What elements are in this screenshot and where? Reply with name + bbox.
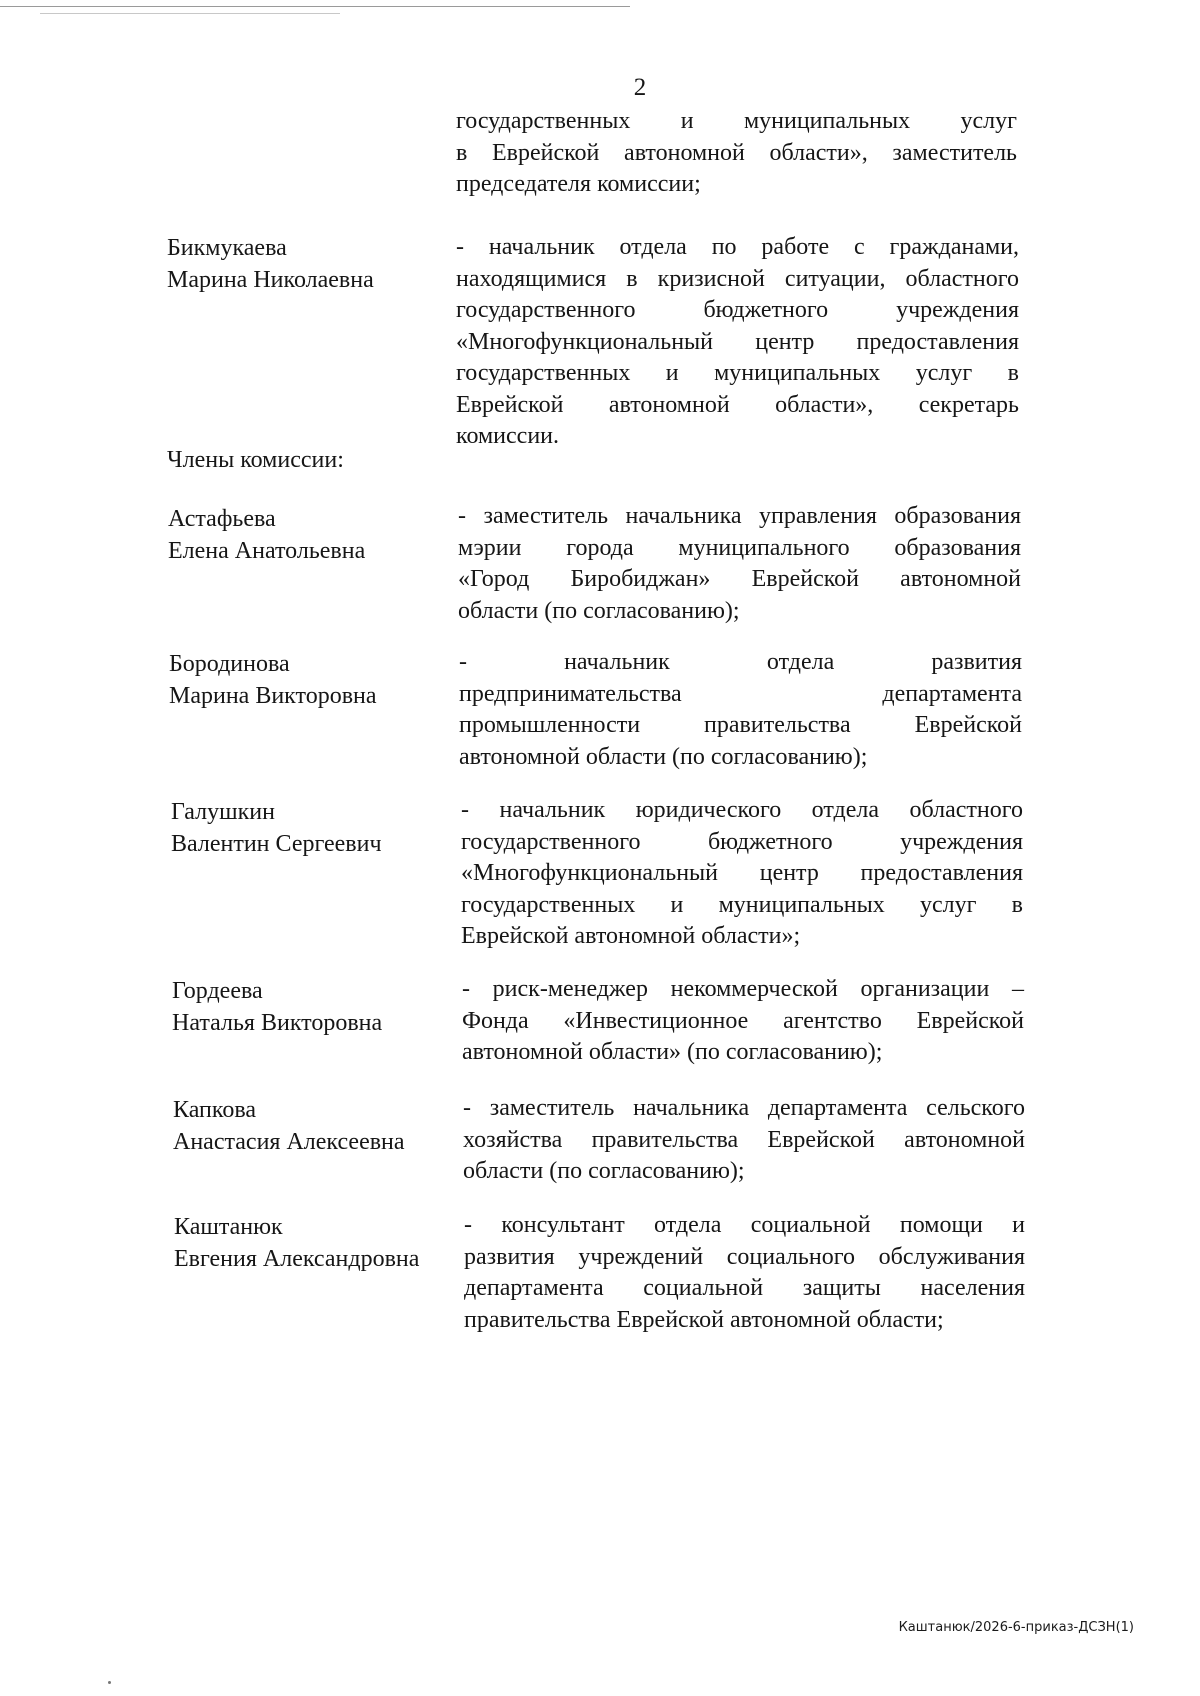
description-line: предпринимательства департамента <box>459 680 1022 707</box>
member-surname: Бородинова <box>169 651 290 677</box>
description-line: комиссии. <box>456 423 560 449</box>
member-given-names: Анастасия Алексеевна <box>173 1129 405 1155</box>
member-given-names: Елена Анатольевна <box>168 538 366 564</box>
secretary-description <box>456 232 1019 453</box>
member-name <box>172 975 382 1039</box>
description-line: хозяйства правительства Еврейской автономной <box>463 1126 1025 1153</box>
member-surname: Гордеева <box>172 978 263 1004</box>
description-line: мэрии города муниципального образования <box>458 534 1021 561</box>
description-line: - заместитель начальника департамента сельского <box>463 1095 1025 1121</box>
scan-edge-line <box>0 6 630 7</box>
member-name <box>173 1094 405 1158</box>
description-line: - начальник отдела развития <box>459 649 1022 675</box>
member-surname: Галушкин <box>171 799 275 825</box>
description-line: - начальник юридического отдела областного <box>461 797 1023 823</box>
member-given-names: Евгения Александровна <box>174 1246 420 1272</box>
member-given-names: Валентин Сергеевич <box>171 831 382 857</box>
member-given-names: Марина Николаевна <box>167 267 374 293</box>
member-description <box>461 795 1023 953</box>
description-line: государственного бюджетного учреждения <box>461 828 1023 855</box>
description-line: государственных и муниципальных услуг в <box>456 360 1019 386</box>
description-line: государственного бюджетного учреждения <box>456 297 1019 323</box>
member-surname: Капкова <box>173 1097 256 1123</box>
description-line: «Многофункциональный центр предоставления <box>456 328 1019 355</box>
description-line: в Еврейской автономной области», заместитель <box>456 139 1017 166</box>
description-line: - консультант отдела социальной помощи и <box>464 1212 1025 1238</box>
description-line: «Город Биробиджан» Еврейской автономной <box>458 566 1021 592</box>
member-name <box>171 796 382 860</box>
description-line: - начальник отдела по работе с гражданами, <box>456 234 1019 260</box>
description-line: промышленности правительства Еврейской <box>459 712 1022 738</box>
member-surname: Бикмукаева <box>167 235 287 261</box>
member-surname: Каштанюк <box>174 1214 283 1240</box>
member-description <box>464 1210 1025 1336</box>
page-number: 2 <box>633 74 647 101</box>
description-line: области (по согласованию); <box>463 1158 745 1184</box>
member-description <box>463 1093 1025 1188</box>
member-name <box>169 648 377 712</box>
description-line: департамента социальной защиты населения <box>464 1275 1025 1301</box>
member-description <box>459 647 1022 773</box>
member-surname: Астафьева <box>168 506 276 532</box>
description-line: - заместитель начальника управления образования <box>458 503 1021 529</box>
description-line: государственных и муниципальных услуг в <box>461 891 1023 918</box>
description-line: - риск-менеджер некоммерческой организации – <box>462 976 1024 1002</box>
member-given-names: Наталья Викторовна <box>172 1010 383 1036</box>
member-name <box>168 503 365 567</box>
member-description <box>458 501 1021 627</box>
description-line: Еврейской автономной области»; <box>461 923 801 949</box>
description-line: Еврейской автономной области», секретарь <box>456 391 1019 418</box>
description-line: находящимися в кризисной ситуации, областного <box>456 265 1019 292</box>
scan-speck <box>108 1681 111 1684</box>
member-given-names: Марина Викторовна <box>169 683 377 709</box>
description-line: председателя комиссии; <box>456 171 701 197</box>
document-file-id: Каштанюк/2026-6-приказ-ДСЗН(1) <box>898 1620 1134 1635</box>
continuation-description <box>456 106 1017 201</box>
member-name <box>174 1211 419 1275</box>
description-line: автономной области (по согласованию); <box>459 743 868 770</box>
description-line: развития учреждений социального обслуживания <box>464 1243 1025 1270</box>
description-line: «Многофункциональный центр предоставления <box>461 860 1023 886</box>
description-line: области (по согласованию); <box>458 597 740 624</box>
members-heading: Члены комиссии: <box>167 447 344 473</box>
scan-edge-line <box>40 13 340 14</box>
description-line: автономной области» (по согласованию); <box>462 1039 883 1065</box>
description-line: государственных и муниципальных услуг <box>456 108 1017 134</box>
description-line: Фонда «Инвестиционное агентство Еврейской <box>462 1007 1024 1034</box>
member-description <box>462 974 1024 1069</box>
description-line: правительства Еврейской автономной области; <box>464 1306 944 1333</box>
secretary-name <box>167 232 374 296</box>
